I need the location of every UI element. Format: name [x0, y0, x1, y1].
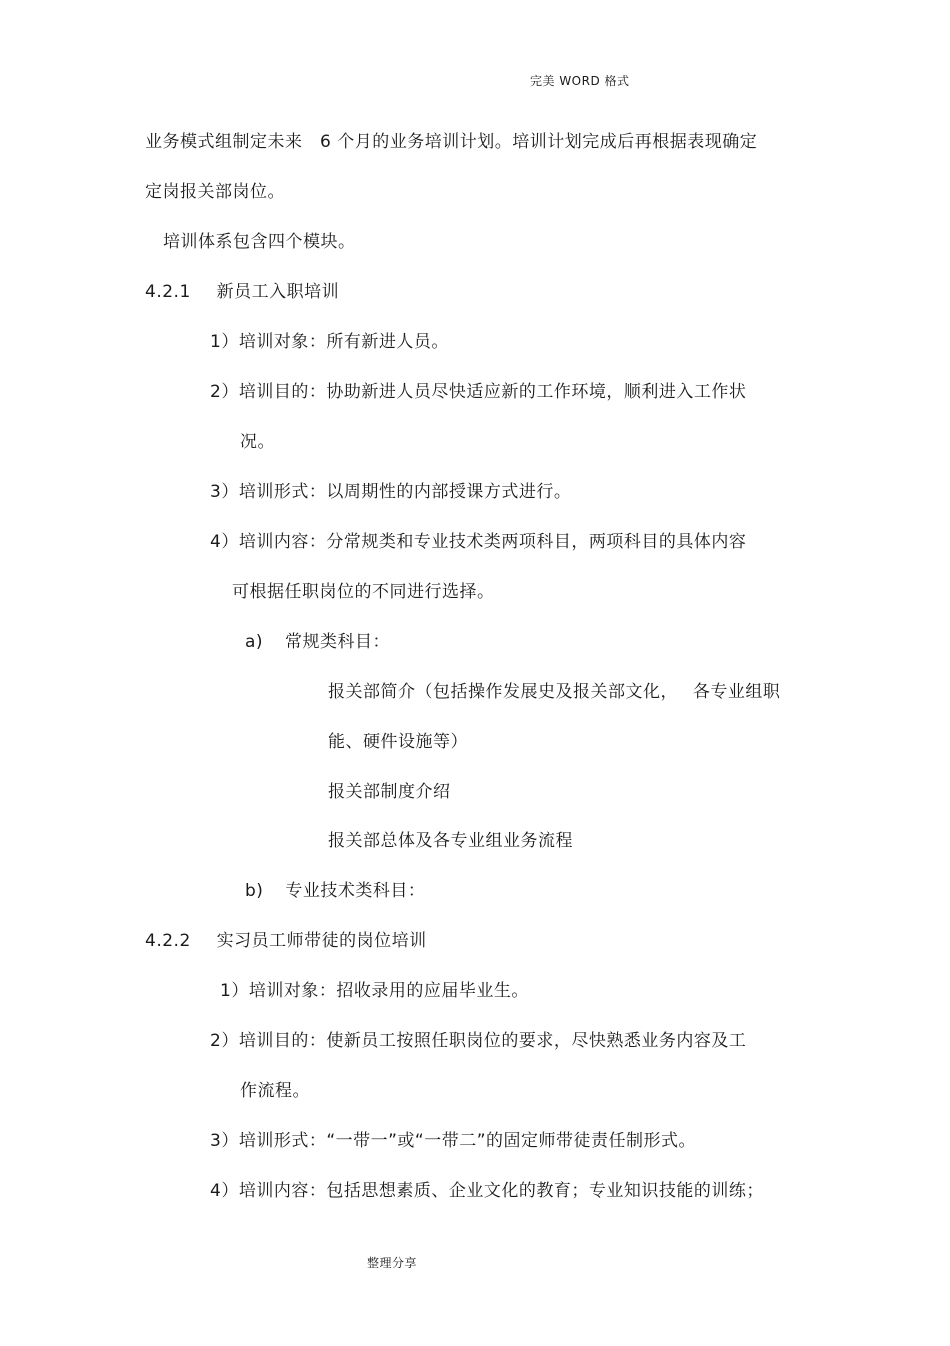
- sub-list-label: a): [245, 632, 264, 652]
- sub-list-detail: 报关部简介（包括操作发展史及报关部文化， 各专业组职: [328, 682, 781, 702]
- list-item-continuation: 作流程。: [240, 1081, 310, 1101]
- section-title: 实习员工师带徒的岗位培训: [216, 931, 427, 951]
- paragraph-line: 定岗报关部岗位。: [145, 182, 285, 202]
- sub-list-detail: 报关部制度介绍: [328, 782, 451, 802]
- section-heading-4-2-1: [145, 281, 339, 303]
- list-item: 1）培训对象：招收录用的应届毕业生。: [220, 981, 529, 1001]
- list-item: 4）培训内容：包括思想素质、企业文化的教育；专业知识技能的训练；: [210, 1181, 764, 1201]
- list-item: 2）培训目的：使新员工按照任职岗位的要求，尽快熟悉业务内容及工: [210, 1031, 747, 1051]
- page-header: 完美 WORD 格式: [530, 74, 630, 88]
- section-number: 4.2.2: [145, 931, 191, 951]
- list-item: 3）培训形式：以周期性的内部授课方式进行。: [210, 482, 572, 502]
- list-item-continuation: 可根据任职岗位的不同进行选择。: [232, 582, 495, 602]
- paragraph-line: 培训体系包含四个模块。: [163, 232, 356, 252]
- list-item: 1）培训对象：所有新进人员。: [210, 332, 449, 352]
- section-number: 4.2.1: [145, 282, 191, 302]
- sub-list-label: b): [245, 881, 264, 901]
- sub-list-title: 常规类科目：: [284, 632, 390, 652]
- list-item: 3）培训形式：“一带一”或“一带二”的固定师带徒责任制形式。: [210, 1131, 697, 1151]
- list-item: 2）培训目的：协助新进人员尽快适应新的工作环境，顺利进入工作状: [210, 382, 747, 402]
- sub-list-title: 专业技术类科目：: [285, 881, 426, 901]
- page-footer: 整理分享: [367, 1256, 418, 1270]
- sub-list-item-a: [245, 631, 390, 653]
- sub-list-detail: 报关部总体及各专业组业务流程: [328, 831, 573, 851]
- list-item: 4）培训内容：分常规类和专业技术类两项科目，两项科目的具体内容: [210, 532, 747, 552]
- paragraph-line: 业务模式组制定未来 6 个月的业务培训计划。培训计划完成后再根据表现确定: [145, 132, 758, 152]
- sub-list-detail-continuation: 能、硬件设施等）: [328, 732, 468, 752]
- section-heading-4-2-2: [145, 930, 427, 952]
- section-title: 新员工入职培训: [216, 282, 340, 302]
- sub-list-item-b: [245, 880, 425, 902]
- list-item-continuation: 况。: [240, 432, 275, 452]
